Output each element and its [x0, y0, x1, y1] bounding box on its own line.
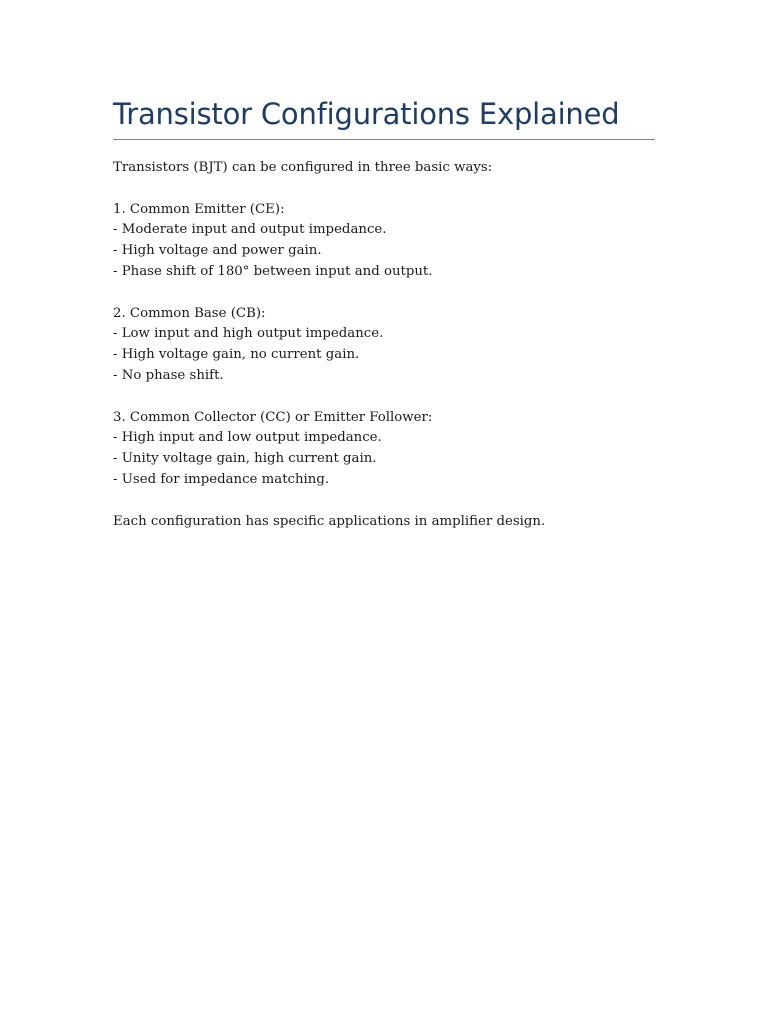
section-common-emitter: [113, 200, 673, 283]
document-body: [113, 158, 673, 532]
section-point: - Unity voltage gain, high current gain.: [113, 451, 377, 467]
section-heading: 3. Common Collector (CC) or Emitter Follower:: [113, 409, 433, 425]
document-title: Transistor Configurations Explained: [113, 97, 620, 131]
section-common-collector: [113, 408, 673, 491]
section-point: - High input and low output impedance.: [113, 430, 382, 446]
section-common-base: [113, 304, 673, 387]
intro-paragraph: Transistors (BJT) can be configured in three basic ways:: [113, 160, 493, 175]
conclusion-paragraph: Each configuration has specific applications in amplifier design.: [113, 513, 546, 529]
section-point: - Low input and high output impedance.: [113, 326, 384, 342]
section-point: - High voltage gain, no current gain.: [113, 347, 360, 363]
section-point: - Phase shift of 180° between input and output.: [113, 263, 433, 279]
section-point: - No phase shift.: [113, 367, 224, 383]
paragraph-spacer: [113, 491, 673, 512]
section-point: - Moderate input and output impedance.: [113, 222, 387, 238]
section-heading: 2. Common Base (CB):: [113, 305, 266, 321]
section-point: - Used for impedance matching.: [113, 471, 330, 487]
section-point: - High voltage and power gain.: [113, 243, 322, 259]
paragraph-spacer: [113, 387, 673, 408]
title-underline: [113, 139, 655, 140]
paragraph-spacer: [113, 179, 673, 200]
section-heading: 1. Common Emitter (CE):: [113, 201, 285, 217]
paragraph-spacer: [113, 283, 673, 304]
